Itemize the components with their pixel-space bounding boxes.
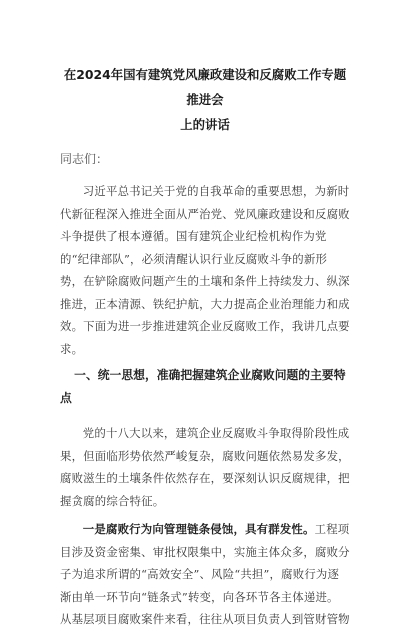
intro-paragraph: 习近平总书记关于党的自我革命的重要思想，为新时代新征程深入推进全面从严治党、党风廉政建设和反腐败斗争提供了根本遵循。国有建筑企业纪检机构作为党的“纪律部队”，必须清醒认识行业反腐败斗争的新形势，在铲除腐败问题产生的土壤和条件上持续发力、纵深推进，正本清源、铁纪护航，大力提高企业治理能力和成效。下面为进一步推进建筑企业反腐败工作，我讲几点要求。 (60, 184, 350, 356)
title-line-2: 上的讲话 (180, 117, 230, 132)
body-paragraph-3 (60, 518, 350, 631)
section-heading-1: 一、统一思想，准确把握建筑企业腐败问题的主要特点 (60, 368, 346, 405)
paragraph-body-text: 工程项目涉及资金密集、审批权限集中，实施主体众多，腐败分子为追求所谓的“高效安全”、风险“共担”，腐败行为逐渐由单一环节向“链条式”转变，向各环节各主体递进。从基层项目腐败案件来看，往往从项目负责人到管财管物 (60, 522, 350, 626)
paragraph-lead-sentence: 一是腐败行为向管理链条侵蚀，具有群发性。 (82, 522, 315, 536)
salutation: 同志们： (60, 152, 109, 166)
body-paragraph-2: 党的十八大以来，建筑企业反腐败斗争取得阶段性成果，但面临形势依然严峻复杂，腐败问题依然易发多发，腐败滋生的土壤条件依然存在，要深刻认识反腐规律，把握贪腐的综合特征。 (60, 426, 350, 508)
document-title (60, 62, 350, 137)
title-line-1: 在2024年国有建筑党风廉政建设和反腐败工作专题推进会 (63, 67, 347, 107)
